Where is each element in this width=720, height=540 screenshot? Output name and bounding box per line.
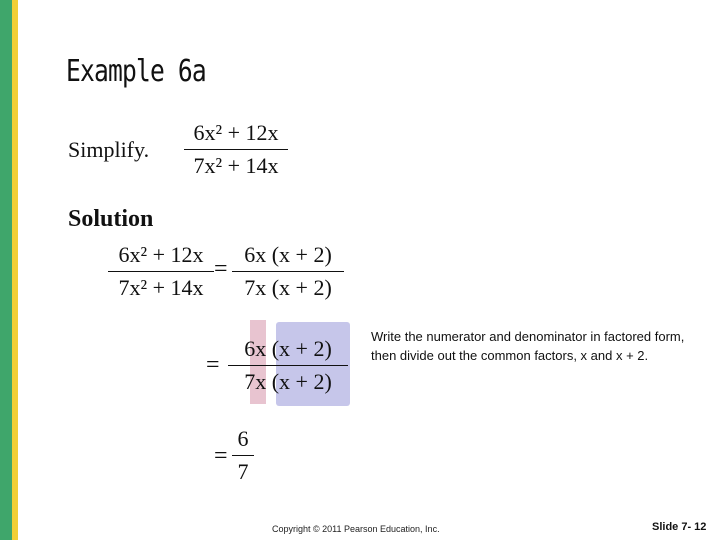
problem-fraction bbox=[184, 118, 288, 181]
slide-title: Example 6a bbox=[66, 54, 206, 89]
fraction-bar bbox=[232, 271, 344, 272]
result-numerator: 6 bbox=[237, 426, 249, 451]
step1-left-numerator: 6x² + 12x bbox=[118, 242, 204, 267]
explanation-note: Write the numerator and denominator in factored form, then divide out the common factors, x and x + 2. bbox=[371, 329, 685, 363]
equals-sign: = bbox=[206, 352, 220, 378]
fraction-bar bbox=[108, 271, 214, 272]
solution-label: Solution bbox=[68, 206, 154, 232]
simplify-label: Simplify. bbox=[68, 137, 150, 162]
step2-numerator: 6x (x + 2) bbox=[244, 336, 332, 361]
step1-right-fraction bbox=[232, 240, 344, 303]
equals-sign: = bbox=[214, 443, 228, 469]
step2-fraction bbox=[228, 334, 348, 397]
step1-left-denominator: 7x² + 14x bbox=[118, 275, 204, 300]
left-green-stripe bbox=[0, 0, 12, 540]
step2-denominator: 7x (x + 2) bbox=[244, 369, 332, 394]
left-yellow-stripe bbox=[12, 0, 18, 540]
equals-sign: = bbox=[214, 256, 228, 282]
problem-denominator: 7x² + 14x bbox=[193, 153, 279, 178]
problem-numerator: 6x² + 12x bbox=[193, 120, 279, 145]
result-fraction bbox=[232, 424, 254, 487]
step1-left-fraction bbox=[108, 240, 214, 303]
slide-number: Slide 7- 12 bbox=[652, 521, 707, 533]
result-denominator: 7 bbox=[237, 459, 249, 484]
fraction-bar bbox=[228, 365, 348, 366]
step1-right-denominator: 7x (x + 2) bbox=[244, 275, 332, 300]
step1-right-numerator: 6x (x + 2) bbox=[244, 242, 332, 267]
copyright-footer: Copyright © 2011 Pearson Education, Inc. bbox=[272, 524, 440, 534]
fraction-bar bbox=[232, 455, 254, 456]
fraction-bar bbox=[184, 149, 288, 150]
